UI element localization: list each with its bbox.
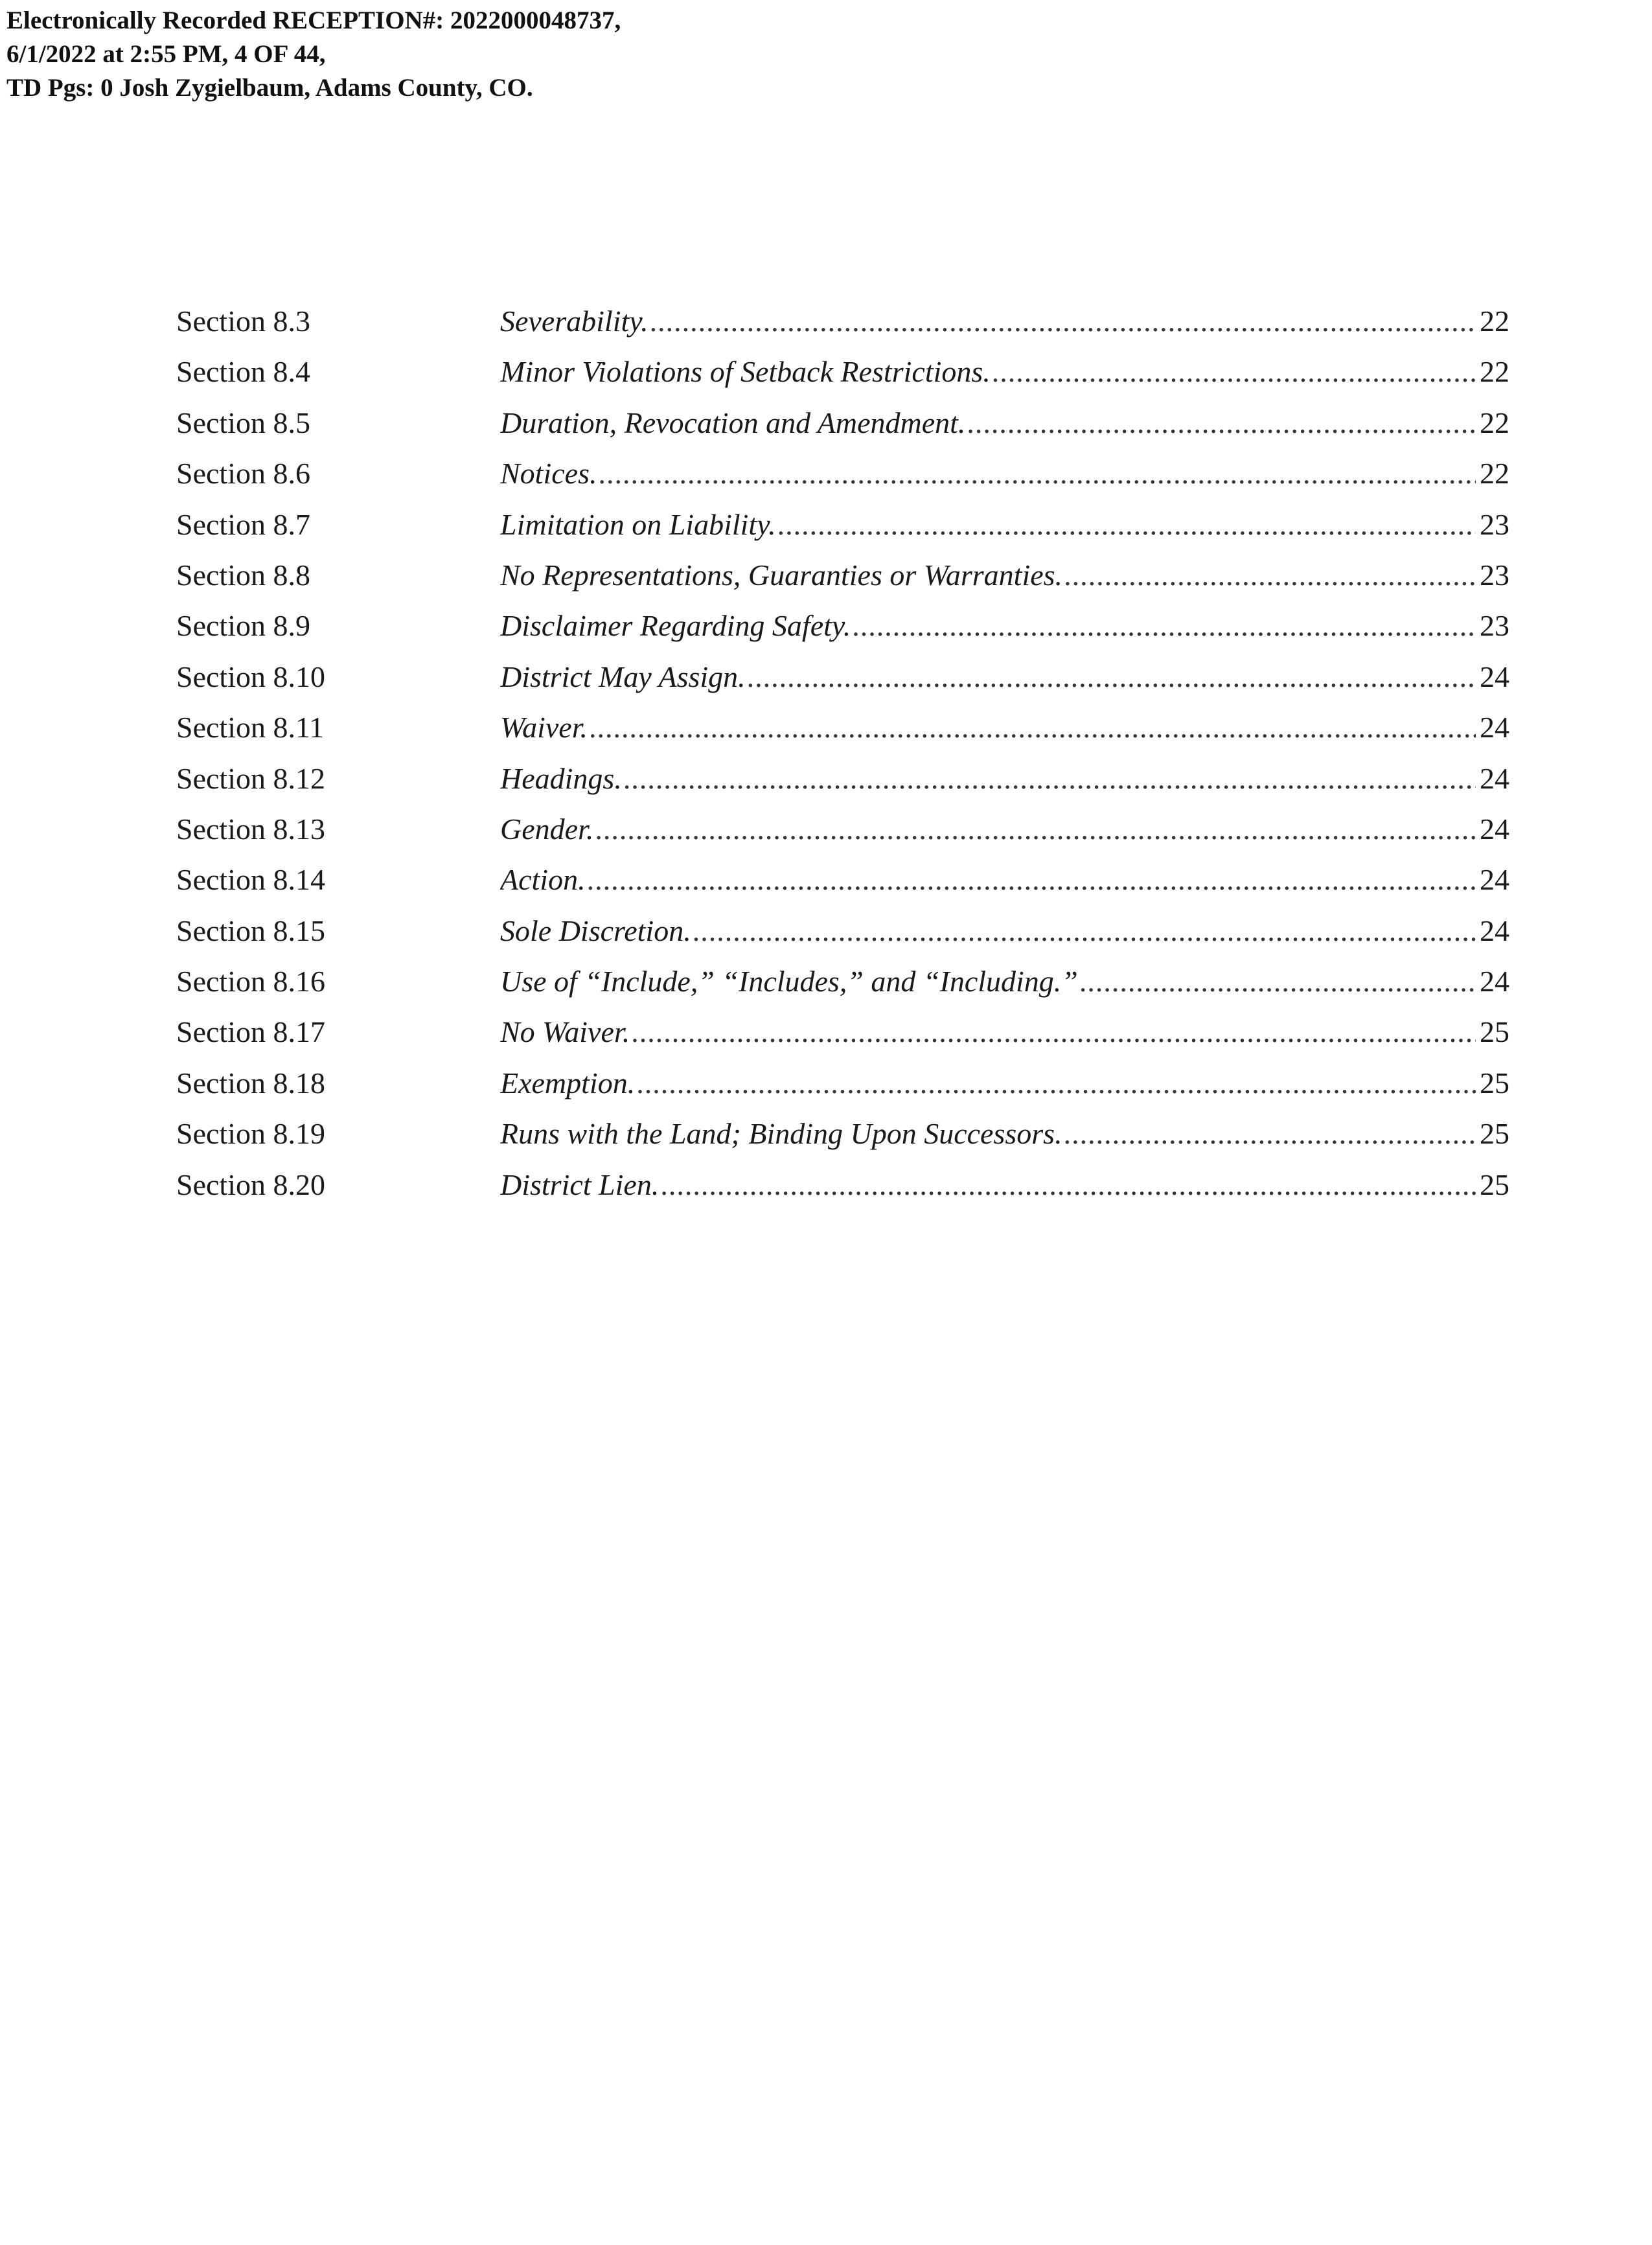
toc-dot-leader	[660, 1160, 1476, 1210]
toc-section-title: Duration, Revocation and Amendment.	[500, 406, 966, 439]
toc-section-number: Section 8.9	[176, 609, 310, 643]
toc-entry	[176, 906, 1509, 956]
toc-section-number: Section 8.10	[176, 660, 325, 693]
toc-section-title: Severability.	[500, 305, 648, 338]
toc-section-number: Section 8.18	[176, 1066, 325, 1099]
toc-section-number: Section 8.16	[176, 965, 325, 998]
toc-entry	[176, 500, 1509, 550]
toc-entry	[176, 601, 1509, 651]
toc-dot-leader	[598, 448, 1476, 499]
toc-title-line	[500, 804, 1509, 855]
toc-section-title: Disclaimer Regarding Safety.	[500, 609, 851, 643]
recording-stamp-line-3: TD Pgs: 0 Josh Zygielbaum, Adams County, CO.	[6, 74, 533, 102]
toc-page-number: 25	[1480, 1015, 1509, 1049]
toc-section-number: Section 8.19	[176, 1117, 325, 1151]
toc-section-title: Gender.	[500, 812, 594, 846]
toc-dot-leader	[777, 500, 1476, 550]
toc-section-number: Section 8.6	[176, 457, 310, 490]
toc-section-title: Limitation on Liability.	[500, 507, 776, 541]
toc-title-line	[500, 550, 1509, 601]
toc-page-number: 24	[1480, 914, 1509, 947]
toc-dot-leader	[623, 754, 1476, 804]
toc-title-line	[500, 296, 1509, 347]
toc-page-number: 25	[1480, 1168, 1509, 1201]
toc-section-number: Section 8.12	[176, 761, 325, 795]
toc-section-title: Notices.	[500, 457, 597, 490]
toc-section-title: District Lien.	[500, 1168, 660, 1201]
toc-dot-leader	[992, 347, 1476, 397]
toc-title-line	[500, 601, 1509, 651]
toc-title-line	[500, 1109, 1509, 1159]
toc-section-number: Section 8.17	[176, 1015, 325, 1049]
toc-section-title: Sole Discretion.	[500, 914, 691, 947]
toc-title-line	[500, 652, 1509, 702]
toc-section-title: Minor Violations of Setback Restrictions.	[500, 355, 991, 389]
toc-entry	[176, 448, 1509, 499]
toc-entry	[176, 1160, 1509, 1210]
toc-page-number: 24	[1480, 761, 1509, 795]
toc-section-number: Section 8.20	[176, 1168, 325, 1201]
toc-dot-leader	[636, 1058, 1476, 1109]
toc-section-number: Section 8.14	[176, 863, 325, 897]
toc-section-title: Exemption.	[500, 1066, 636, 1099]
toc-page-number: 23	[1480, 609, 1509, 643]
toc-section-number: Section 8.7	[176, 507, 310, 541]
toc-entry	[176, 702, 1509, 753]
toc-entry	[176, 347, 1509, 397]
toc-page-number: 23	[1480, 507, 1509, 541]
toc-section-title: District May Assign.	[500, 660, 746, 693]
toc-section-title: Use of “Include,” “Includes,” and “Including.”	[500, 965, 1078, 998]
toc-page-number: 22	[1480, 457, 1509, 490]
toc-entry	[176, 296, 1509, 347]
toc-section-number: Section 8.11	[176, 711, 325, 744]
toc-title-line	[500, 347, 1509, 397]
recording-stamp-line-1: Electronically Recorded RECEPTION#: 2022000048737,	[6, 6, 621, 34]
toc-page-number: 24	[1480, 812, 1509, 846]
toc-dot-leader	[595, 804, 1476, 855]
toc-title-line	[500, 702, 1509, 753]
toc-page-number: 24	[1480, 863, 1509, 897]
toc-entry	[176, 1007, 1509, 1057]
toc-entry	[176, 398, 1509, 448]
toc-section-number: Section 8.3	[176, 305, 310, 338]
recording-stamp-line-2: 6/1/2022 at 2:55 PM, 4 OF 44,	[6, 40, 326, 68]
toc-page-number: 24	[1480, 711, 1509, 744]
toc-section-number: Section 8.13	[176, 812, 325, 846]
toc-dot-leader	[650, 296, 1476, 347]
toc-title-line	[500, 398, 1509, 448]
toc-section-title: Action.	[500, 863, 586, 897]
toc-section-title: No Representations, Guaranties or Warranties.	[500, 558, 1063, 592]
toc-dot-leader	[747, 652, 1476, 702]
toc-section-title: No Waiver.	[500, 1015, 630, 1049]
toc-page-number: 22	[1480, 305, 1509, 338]
table-of-contents	[176, 296, 1509, 1210]
toc-section-number: Section 8.15	[176, 914, 325, 947]
toc-dot-leader	[693, 906, 1476, 956]
toc-title-line	[500, 500, 1509, 550]
toc-page-number: 24	[1480, 660, 1509, 693]
toc-page-number: 22	[1480, 355, 1509, 389]
toc-page-number: 24	[1480, 965, 1509, 998]
toc-section-title: Headings.	[500, 761, 622, 795]
toc-entry	[176, 550, 1509, 601]
toc-entry	[176, 754, 1509, 804]
toc-page-number: 23	[1480, 558, 1509, 592]
toc-title-line	[500, 906, 1509, 956]
toc-title-line	[500, 448, 1509, 499]
toc-page-number: 25	[1480, 1117, 1509, 1151]
toc-dot-leader	[589, 702, 1476, 753]
toc-section-number: Section 8.8	[176, 558, 310, 592]
toc-title-line	[500, 1160, 1509, 1210]
toc-entry	[176, 652, 1509, 702]
toc-entry	[176, 804, 1509, 855]
toc-entry	[176, 1109, 1509, 1159]
toc-dot-leader	[852, 601, 1476, 651]
toc-entry	[176, 855, 1509, 905]
toc-dot-leader	[967, 398, 1476, 448]
toc-section-number: Section 8.5	[176, 406, 310, 439]
toc-dot-leader	[1064, 550, 1476, 601]
toc-section-title: Runs with the Land; Binding Upon Successors.	[500, 1117, 1062, 1151]
toc-entry	[176, 956, 1509, 1007]
toc-section-title: Waiver.	[500, 711, 588, 744]
toc-title-line	[500, 956, 1509, 1007]
toc-title-line	[500, 1007, 1509, 1057]
toc-dot-leader	[631, 1007, 1476, 1057]
toc-title-line	[500, 1058, 1509, 1109]
toc-dot-leader	[587, 855, 1476, 905]
toc-dot-leader	[1064, 1109, 1476, 1159]
recording-stamp	[6, 4, 621, 105]
toc-dot-leader	[1079, 956, 1476, 1007]
toc-entry	[176, 1058, 1509, 1109]
toc-title-line	[500, 754, 1509, 804]
toc-section-number: Section 8.4	[176, 355, 310, 389]
toc-title-line	[500, 855, 1509, 905]
toc-page-number: 25	[1480, 1066, 1509, 1099]
toc-page-number: 22	[1480, 406, 1509, 439]
